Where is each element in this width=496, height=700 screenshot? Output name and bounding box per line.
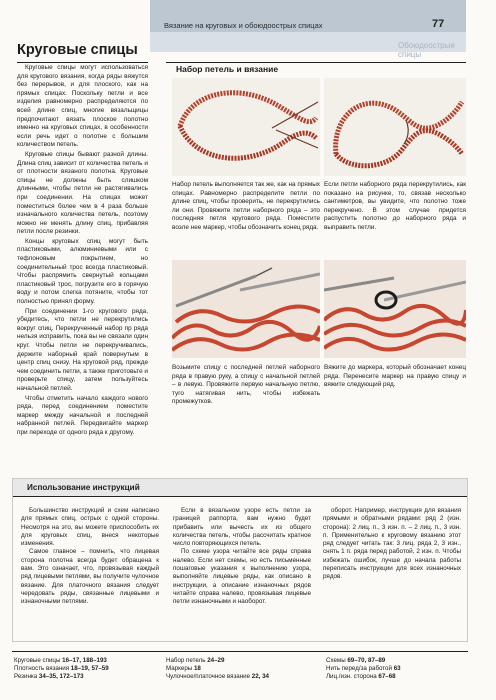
index-entry[interactable]: Схемы 69–70, 87–89 <box>326 657 386 664</box>
instructions-col-1 <box>21 507 159 607</box>
index-column-2 <box>166 657 316 681</box>
running-header-title: Вязание на круговых и обоюдоострых спицах <box>164 21 323 30</box>
instructions-box-title: Использование инструкций <box>27 483 140 492</box>
index-entry[interactable]: Резинка 34–35, 172–173 <box>14 673 84 680</box>
title-rule <box>17 62 148 63</box>
index-rule <box>12 651 468 652</box>
paragraph: Концы круговых спиц могут быть пластиковыми, алюминиевыми или с тефлоновым покрытием, но соединительный трос всегда пластиковый. Чтобы распрямить свернутый кольцами пластиковый трос, погрузите его в горячую воду и потом слегка потяните, чтобы тот полностью принял форму. <box>17 237 148 306</box>
caption-twisted: Если петли наборного ряда перекрутились, как показано на рисунке, то, связав несколько сантиметров, вы увидите, что полотно тоже перекручено. В этом случае придется распустить полотно до наборного ряда и выправить петли. <box>324 181 466 231</box>
index-entry[interactable]: Маркеры 18 <box>166 665 201 672</box>
index-entry[interactable]: Круговые спицы 16–17, 188–193 <box>14 657 107 664</box>
index-entry[interactable]: Плотность вязания 18–19, 57–59 <box>14 665 109 672</box>
paragraph: Если в вязальном узоре есть петли за границей раппорта, вам нужно будет прибавить или вычесть их из общего количества петель, чтобы рассчитать кратное число повторяющихся петель. <box>173 507 311 548</box>
index-entry[interactable]: Лиц./изн. сторона 67–68 <box>326 673 396 680</box>
paragraph: Большинство инструкций и схем написано для прямых спиц, острых с одной стороны. Несмотря на это, вы можете приспособить их для круговых спиц, внеся некоторые изменения. <box>21 507 159 548</box>
instructions-box-rule <box>13 496 467 497</box>
caption-cast-on: Набор петель выполняется так же, как на прямых спицах. Равномерно распределите петли по длине спиц, чтобы проверить, не перекрутились ли они. Провяжите петли наборного ряда – это последняя петля кругового ряда. Поместите возле нее маркер, чтобы обозначить конец ряда. <box>172 181 320 231</box>
paragraph: оборот. Например, инструкция для вязания прямыми и обратными рядами: ряд 2 (изн. сторона): 2 лиц. п., 3 изн. п. – 2 лиц. п., 3 изн. п. Применительно к круговому вязанию этот ряд следует читать так: 3 лиц. ряда 2, 3 изн., снять 1 п. ряда перед работой, 2 изн. п. Чтобы избежать ошибок, лучше до начала работы переписать инструкции для всех изнаночных рядов. <box>323 507 461 581</box>
paragraph: Круговые спицы бывают разной длины. Длина спиц зависит от количества петель и от плотности вязаного полотна. Круговые спицы не должны быть слишком длинными, чтобы петли не растягивались при соединении. На спицах может поместиться более чем в 4 раза больше изначального количества петель, поэтому можно не менять длину спиц, прибавляя петли после резинки. <box>17 150 148 236</box>
panel-heading: Набор петель и вязание <box>176 64 279 74</box>
instructions-box <box>12 478 468 642</box>
index-entry[interactable]: Чулочное/платочное вязание 22, 34 <box>166 673 269 680</box>
caption-marker: Вяжите до маркера, который обозначает конец ряда. Перенесите маркер на правую спицу и вяжите следующий ряд. <box>324 364 466 389</box>
photo-cast-on-loop <box>172 78 320 176</box>
page-number: 77 <box>432 18 445 30</box>
panel-rule <box>166 62 466 63</box>
section-title: Круговые спицы <box>17 42 138 58</box>
paragraph: По схеме узора читайте все ряды справа налево. Если нет схемы, но есть письменные пошаговые указания к выполнению узора, выполняйте лицевые ряды, как описано в инструкции, а описание изнаночных рядов читайте справа налево, провязывая лицевые петли изнаночными и наоборот. <box>173 548 311 606</box>
index-column-1 <box>14 657 154 681</box>
instructions-box-header <box>13 479 467 496</box>
index-column-3 <box>326 657 466 681</box>
header-subband <box>150 32 466 59</box>
paragraph: Самое главное – помнить, что лицевая сторона полотна всегда будет обращена к вам. Это означает, что, провязывая каждый ряд лицевыми петлями, вы получите чулочное вязание. Для платочного вязания следует чередовать ряды, связанные лицевыми и изнаночными петлями. <box>21 548 159 606</box>
photo-joining-round <box>172 260 320 358</box>
instructions-col-2 <box>173 507 311 607</box>
index-entry[interactable]: Нить перед/за работой 63 <box>326 665 401 672</box>
caption-joining: Возьмите спицу с последней петлей наборного ряда в правую руку, а спицу с начальной петлей – в левую. Провяжите первую начальную петлю, туго натягивая нить, чтобы избежать промежутков. <box>172 364 320 406</box>
paragraph: Круговые спицы могут использоваться для кругового вязания, когда ряды вяжутся без перерывов, и для плоского, как на прямых спицах. Поскольку петли и все изделия равномерно распределяются по всей длине спиц, многие вязальщицы предпочитают вязать плоское полотно именно на круговых спицах, в особенности если речь идет о полотне с большим количеством петель. <box>17 64 148 149</box>
index-entry[interactable]: Набор петель 24–29 <box>166 657 225 664</box>
paragraph: Чтобы отметить начало каждого нового ряда, перед соединением поместите маркер между начальной и последней набранной петлей. Передвигайте маркер при переходе от одного ряда к другому. <box>17 394 148 436</box>
left-text-column <box>17 64 148 439</box>
photo-marker <box>324 260 466 358</box>
instructions-col-3 <box>323 507 461 582</box>
header-ghost-label: Обоюдоострые спицы <box>398 41 455 59</box>
paragraph: При соединении 1-го кругового ряда, убедитесь, что петли не перекрутились вокруг спиц. Перекрученный набор пр ряда нельзя исправить, пока вы не связали один круг. Чтобы петли не перекручивались, держите наборный край повернутым в центр спиц снизу. На круговой ряд, прежде чем соединить петли, а также приготовьте и проверьте спицу, затем пользуйтесь начальной петлей. <box>17 307 148 392</box>
running-header <box>150 0 466 32</box>
photo-twisted-stitches <box>324 78 466 176</box>
